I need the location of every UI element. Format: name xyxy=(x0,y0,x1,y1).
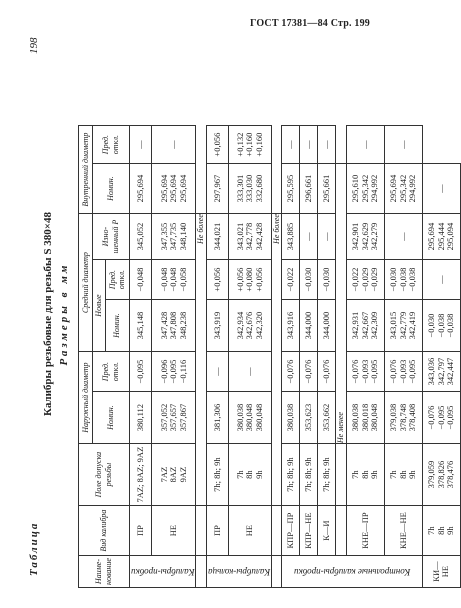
cell-value: +0,160 xyxy=(244,132,255,157)
cell-value: — xyxy=(397,140,408,149)
cell-value: 342,428 xyxy=(253,222,264,251)
cell-value: 8h xyxy=(244,470,255,479)
cell-value: 347,428 xyxy=(158,311,169,340)
cell-value: 378,826 xyxy=(435,460,446,489)
cell-value: 348,238 xyxy=(177,311,188,340)
cell-value: 347,355 xyxy=(158,222,169,251)
cell-value: −0,096 xyxy=(158,359,169,384)
cell-value: 345,052 xyxy=(134,222,145,251)
cell-value: −0,076 xyxy=(350,359,361,384)
cell-value: 381,306 xyxy=(211,403,222,432)
inner-dev-cell xyxy=(229,126,272,164)
outer-dev-cell xyxy=(229,352,272,392)
cell-value: −0,048 xyxy=(134,267,145,292)
cell-value: — xyxy=(359,140,370,149)
col-middle-worn: Изно- шенный Р xyxy=(93,214,130,260)
cell-value: −0,038 xyxy=(397,267,408,292)
middle-dev-cell xyxy=(318,260,336,300)
cell-value: 294,992 xyxy=(407,174,418,203)
cell-value: 378,748 xyxy=(397,403,408,432)
middle-nom-cell xyxy=(129,300,152,352)
gauge-table xyxy=(78,125,461,588)
cell-value: −0,095 xyxy=(407,359,418,384)
worn-cell xyxy=(300,214,318,260)
cell-value: −0,058 xyxy=(177,267,188,292)
col-middle-nom: Номин. xyxy=(105,300,129,352)
gauge-type: КНЕ—НЕ xyxy=(384,506,422,556)
cell-value: 353,623 xyxy=(303,403,314,432)
cell-value: 343,885 xyxy=(285,222,296,251)
cell-value: 343,036 xyxy=(426,357,437,386)
cell-value: −0,048 xyxy=(168,267,179,292)
cell-value: 8h xyxy=(359,470,370,479)
inner-nom-cell xyxy=(229,164,272,214)
cell-value: 344,000 xyxy=(303,311,314,340)
middle-dev-cell xyxy=(152,260,196,300)
outer-dev-cell xyxy=(300,352,318,392)
cell-value: 295,342 xyxy=(359,174,370,203)
worn-cell xyxy=(282,214,300,260)
worn-cell xyxy=(346,214,384,260)
table-row xyxy=(229,126,272,588)
cell-value: 295,694 xyxy=(177,174,188,203)
cell-value: 379,059 xyxy=(426,460,437,489)
cell-value: 380,048 xyxy=(244,403,255,432)
inner-dev-cell xyxy=(318,126,336,164)
table-row xyxy=(300,126,318,588)
note-text: Не менее xyxy=(336,164,347,444)
cell-value: 7h; 8h; 9h xyxy=(211,457,222,492)
cell-value: 342,901 xyxy=(350,222,361,251)
middle-dev-cell xyxy=(300,260,318,300)
col-inner-nom: Номин. xyxy=(93,164,130,214)
segment-label xyxy=(206,556,271,588)
cell-value: 8h xyxy=(397,470,408,479)
inner-nom-cell xyxy=(282,164,300,214)
middle-dev-cell xyxy=(282,260,300,300)
outer-dev-cell xyxy=(384,352,422,392)
cell-value: 380,112 xyxy=(134,403,145,432)
cell-value: −0,029 xyxy=(359,267,370,292)
cell-value: +0,132 xyxy=(234,132,245,157)
cell-value: 295,342 xyxy=(397,174,408,203)
cell-value: 343,916 xyxy=(285,311,296,340)
col-inner-dev: Пред. откл. xyxy=(93,126,130,164)
table-row xyxy=(346,126,384,588)
note-blank xyxy=(271,556,282,588)
col-field-cell xyxy=(206,444,229,506)
cell-value: 295,694 xyxy=(388,174,399,203)
segment-label xyxy=(282,556,423,588)
segment-text: Контрольные калибры-пробки xyxy=(294,567,411,578)
table-row xyxy=(282,126,300,588)
cell-value: −0,095 xyxy=(168,359,179,384)
cell-value: 9h xyxy=(369,470,380,479)
inner-dev-cell xyxy=(300,126,318,164)
col-field-cell xyxy=(282,444,300,506)
outer-nom-cell xyxy=(300,392,318,444)
col-middle-new: Новые xyxy=(93,260,106,352)
cell-value: 345,148 xyxy=(134,311,145,340)
middle-nom-cell xyxy=(282,300,300,352)
cell-value: 380,038 xyxy=(285,403,296,432)
cell-value: −0,022 xyxy=(350,267,361,292)
cell-value: 7h xyxy=(426,526,437,535)
middle-nom-cell xyxy=(384,300,422,352)
table-row xyxy=(129,126,152,588)
middle-nom-cell xyxy=(346,300,384,352)
outer-nom-cell xyxy=(282,392,300,444)
cell-value: 332,680 xyxy=(253,174,264,203)
cell-value: 9AZ xyxy=(177,466,188,483)
middle-dev-cell xyxy=(384,260,422,300)
middle-dev-cell xyxy=(206,260,229,300)
cell-value: 295,444 xyxy=(435,222,446,251)
cell-value: 9h xyxy=(407,470,418,479)
cell-value: — xyxy=(303,140,314,149)
middle-dev-cell xyxy=(229,260,272,300)
worn-cell xyxy=(129,214,152,260)
note-blank xyxy=(196,556,207,588)
worn-cell xyxy=(422,260,460,300)
cell-value: −0,076 xyxy=(388,359,399,384)
note-blank xyxy=(196,506,207,556)
cell-value: 342,676 xyxy=(244,311,255,340)
cell-value: 380,048 xyxy=(253,403,264,432)
cell-value: — xyxy=(134,140,145,149)
inner-nom-cell xyxy=(206,164,229,214)
cell-value: −0,095 xyxy=(445,405,456,430)
inner-nom-cell xyxy=(300,164,318,214)
col-field-cell xyxy=(300,444,318,506)
middle-nom-cell xyxy=(300,300,318,352)
cell-value: 8h xyxy=(435,526,446,535)
cell-value: −0,048 xyxy=(158,267,169,292)
worn-cell xyxy=(229,214,272,260)
cell-value: 295,694 xyxy=(134,174,145,203)
cell-value: −0,038 xyxy=(445,313,456,338)
table-subcaption: Размеры в мм xyxy=(58,262,70,366)
col-name-header: Наиме- нование xyxy=(79,556,130,588)
col-field-header: Поле допуска резьбы xyxy=(79,444,130,506)
outer-nom-cell xyxy=(129,392,152,444)
cell-value: — xyxy=(435,184,446,193)
cell-value: 342,797 xyxy=(435,357,446,386)
outer-nom-cell xyxy=(422,444,460,506)
cell-value: −0,093 xyxy=(359,359,370,384)
cell-value: 378,476 xyxy=(445,460,456,489)
cell-value: −0,076 xyxy=(321,359,332,384)
outer-dev-cell xyxy=(129,352,152,392)
cell-value: −0,076 xyxy=(303,359,314,384)
outer-nom-cell xyxy=(152,392,196,444)
table-label xyxy=(28,522,40,576)
cell-value: 295,661 xyxy=(321,174,332,203)
worn-cell xyxy=(384,214,422,260)
table-word: Таблица xyxy=(28,521,40,576)
cell-value: — xyxy=(285,140,296,149)
inner-nom-cell xyxy=(318,164,336,214)
cell-value: 295,694 xyxy=(426,222,437,251)
cell-value: 342,931 xyxy=(350,311,361,340)
page-header: ГОСТ 17381—84 Стр. 199 xyxy=(250,18,370,29)
note-blank xyxy=(336,444,347,506)
table-row xyxy=(422,126,460,588)
cell-value: 333,030 xyxy=(244,174,255,203)
outer-dev-cell xyxy=(422,392,460,444)
gauge-type: КНЕ—ПР xyxy=(346,506,384,556)
col-middle-header: Средний диаметр xyxy=(79,214,93,352)
gauge-type: КПР—ПР xyxy=(282,506,300,556)
inner-dev-cell xyxy=(346,126,384,164)
cell-value: −0,038 xyxy=(435,313,446,338)
cell-value: 342,320 xyxy=(253,311,264,340)
segment-text: Калибры-пробки xyxy=(130,567,195,578)
inner-dev-cell xyxy=(206,126,229,164)
inner-dev-cell xyxy=(282,126,300,164)
cell-value: −0,116 xyxy=(177,359,188,384)
col-field-cell xyxy=(384,444,422,506)
cell-value: +0,056 xyxy=(211,267,222,292)
outer-dev-cell xyxy=(346,352,384,392)
cell-value: 9h xyxy=(253,470,264,479)
cell-value: 295,610 xyxy=(350,174,361,203)
col-outer-header: Наружный диаметр xyxy=(79,352,93,444)
cell-value: −0,030 xyxy=(321,267,332,292)
cell-value: +0,056 xyxy=(234,267,245,292)
cell-value: 297,967 xyxy=(211,174,222,203)
cell-value: 294,992 xyxy=(369,174,380,203)
table-row xyxy=(206,126,229,588)
cell-value: −0,076 xyxy=(285,359,296,384)
col-inner-header: Внутренний диаметр xyxy=(79,126,93,214)
cell-value: — xyxy=(303,232,314,241)
cell-value: 357,867 xyxy=(177,403,188,432)
middle-nom-cell xyxy=(422,352,460,392)
middle-dev-cell xyxy=(129,260,152,300)
cell-value: — xyxy=(168,140,179,149)
outer-nom-cell xyxy=(318,392,336,444)
cell-value: 7AZ; 8AZ; 9AZ xyxy=(134,446,145,503)
cell-value: 343,021 xyxy=(234,222,245,251)
middle-nom-cell xyxy=(318,300,336,352)
cell-value: 295,694 xyxy=(158,174,169,203)
cell-value: 342,779 xyxy=(397,311,408,340)
cell-value: 7h xyxy=(234,470,245,479)
cell-value: +0,056 xyxy=(211,132,222,157)
cell-value: +0,056 xyxy=(253,267,264,292)
cell-value: 347,808 xyxy=(168,311,179,340)
cell-value: 342,279 xyxy=(369,222,380,251)
cell-value: 295,094 xyxy=(445,222,456,251)
middle-nom-cell xyxy=(152,300,196,352)
col-field-cell xyxy=(422,506,460,556)
cell-value: — xyxy=(321,140,332,149)
cell-value: 357,052 xyxy=(158,403,169,432)
cell-value: 295,694 xyxy=(168,174,179,203)
outer-dev-cell xyxy=(282,352,300,392)
cell-value: 378,408 xyxy=(407,403,418,432)
table-row xyxy=(152,126,196,588)
cell-value: −0,038 xyxy=(407,267,418,292)
inner-dev-cell xyxy=(422,164,460,214)
worn-cell xyxy=(206,214,229,260)
cell-value: — xyxy=(321,232,332,241)
cell-value: 348,140 xyxy=(177,222,188,251)
cell-value: 7h xyxy=(388,470,399,479)
cell-value: −0,095 xyxy=(435,405,446,430)
outer-dev-cell xyxy=(318,352,336,392)
inner-dev-cell xyxy=(129,126,152,164)
cell-value: 7h; 8h; 9h xyxy=(285,457,296,492)
cell-value: 342,419 xyxy=(407,311,418,340)
cell-value: 342,629 xyxy=(359,222,370,251)
cell-value: −0,076 xyxy=(426,405,437,430)
middle-dev-cell xyxy=(346,260,384,300)
cell-value: 347,735 xyxy=(168,222,179,251)
table-row xyxy=(384,126,422,588)
cell-value: 7h; 8h; 9h xyxy=(321,457,332,492)
cell-value: −0,022 xyxy=(285,267,296,292)
outer-dev-cell xyxy=(206,352,229,392)
note-row xyxy=(336,126,347,588)
cell-value: −0,030 xyxy=(388,267,399,292)
cell-value: 380,018 xyxy=(359,403,370,432)
note-text: Не более xyxy=(196,214,207,506)
cell-value: 344,000 xyxy=(321,311,332,340)
inner-nom-cell xyxy=(384,164,422,214)
note-text: Не более xyxy=(271,214,282,506)
note-row xyxy=(196,126,207,588)
cell-value: 296,661 xyxy=(303,174,314,203)
cell-value: 353,662 xyxy=(321,403,332,432)
cell-value: 357,657 xyxy=(168,403,179,432)
outer-dev-cell xyxy=(152,352,196,392)
cell-value: 343,919 xyxy=(211,311,222,340)
worn-cell xyxy=(152,214,196,260)
rotated-page xyxy=(28,37,456,588)
cell-value: +0,160 xyxy=(253,132,264,157)
middle-nom-cell xyxy=(206,300,229,352)
inner-nom-cell xyxy=(346,164,384,214)
cell-value: 343,015 xyxy=(388,311,399,340)
cell-value: −0,095 xyxy=(369,359,380,384)
worn-cell xyxy=(318,214,336,260)
inner-nom-cell xyxy=(129,164,152,214)
cell-value: 342,447 xyxy=(445,357,456,386)
col-outer-dev: Пред. откл. xyxy=(93,352,130,392)
cell-value: 295,595 xyxy=(285,174,296,203)
gauge-type: ПР xyxy=(206,506,229,556)
cell-value: 380,038 xyxy=(234,403,245,432)
gauge-type: К—И xyxy=(318,506,336,556)
segment-text: Калибры-кольца xyxy=(207,567,270,578)
cell-value: 7h xyxy=(350,470,361,479)
middle-nom-cell xyxy=(229,300,272,352)
inner-nom-cell xyxy=(422,214,460,260)
table-body xyxy=(79,126,461,588)
inner-dev-cell xyxy=(384,126,422,164)
cell-value: 380,038 xyxy=(350,403,361,432)
col-field-cell xyxy=(229,444,272,506)
cell-value: 379,038 xyxy=(388,403,399,432)
outer-nom-cell xyxy=(229,392,272,444)
cell-value: 333,301 xyxy=(234,174,245,203)
segment-label xyxy=(129,556,196,588)
cell-value: 9h xyxy=(445,526,456,535)
col-middle-dev: Пред. откл. xyxy=(105,260,129,300)
gauge-type: КИ—НЕ xyxy=(422,556,460,588)
cell-value: +0,080 xyxy=(244,267,255,292)
note-row xyxy=(271,126,282,588)
cell-value: 342,309 xyxy=(369,311,380,340)
col-field-cell xyxy=(152,444,196,506)
gauge-type: НЕ xyxy=(152,506,196,556)
cell-value: 7AZ xyxy=(158,466,169,483)
col-field-cell xyxy=(129,444,152,506)
cell-value: 344,021 xyxy=(211,222,222,251)
cell-value: — xyxy=(211,367,222,376)
inner-nom-cell xyxy=(152,164,196,214)
cell-value: 8AZ xyxy=(168,466,179,483)
outer-nom-cell xyxy=(384,392,422,444)
col-field-cell xyxy=(318,444,336,506)
outer-nom-cell xyxy=(206,392,229,444)
gauge-type: КПР—НЕ xyxy=(300,506,318,556)
cell-value: — xyxy=(397,232,408,241)
cell-value: −0,095 xyxy=(134,359,145,384)
cell-value: −0,029 xyxy=(369,267,380,292)
cell-value: −0,093 xyxy=(397,359,408,384)
cell-value: 342,934 xyxy=(234,311,245,340)
cell-value: 380,048 xyxy=(369,403,380,432)
cell-value: −0,030 xyxy=(426,313,437,338)
note-blank xyxy=(271,506,282,556)
col-type-header: Вид калибра xyxy=(79,506,130,556)
cell-value: 342,778 xyxy=(244,222,255,251)
cell-value: — xyxy=(435,275,446,284)
gauge-type: НЕ xyxy=(229,506,272,556)
cell-value: — xyxy=(244,367,255,376)
note-blank xyxy=(336,506,347,556)
inner-dev-cell xyxy=(152,126,196,164)
col-field-cell xyxy=(346,444,384,506)
middle-dev-cell xyxy=(422,300,460,352)
gauge-type: ПР xyxy=(129,506,152,556)
cell-value: 342,667 xyxy=(359,311,370,340)
col-outer-nom: Номин. xyxy=(93,392,130,444)
table-caption: Калибры резьбовые для резьбы S 380×48 xyxy=(42,211,54,417)
page-number: 198 xyxy=(28,37,40,54)
table-row xyxy=(318,126,336,588)
cell-value: 7h; 8h; 9h xyxy=(303,457,314,492)
outer-nom-cell xyxy=(346,392,384,444)
cell-value: −0,030 xyxy=(303,267,314,292)
